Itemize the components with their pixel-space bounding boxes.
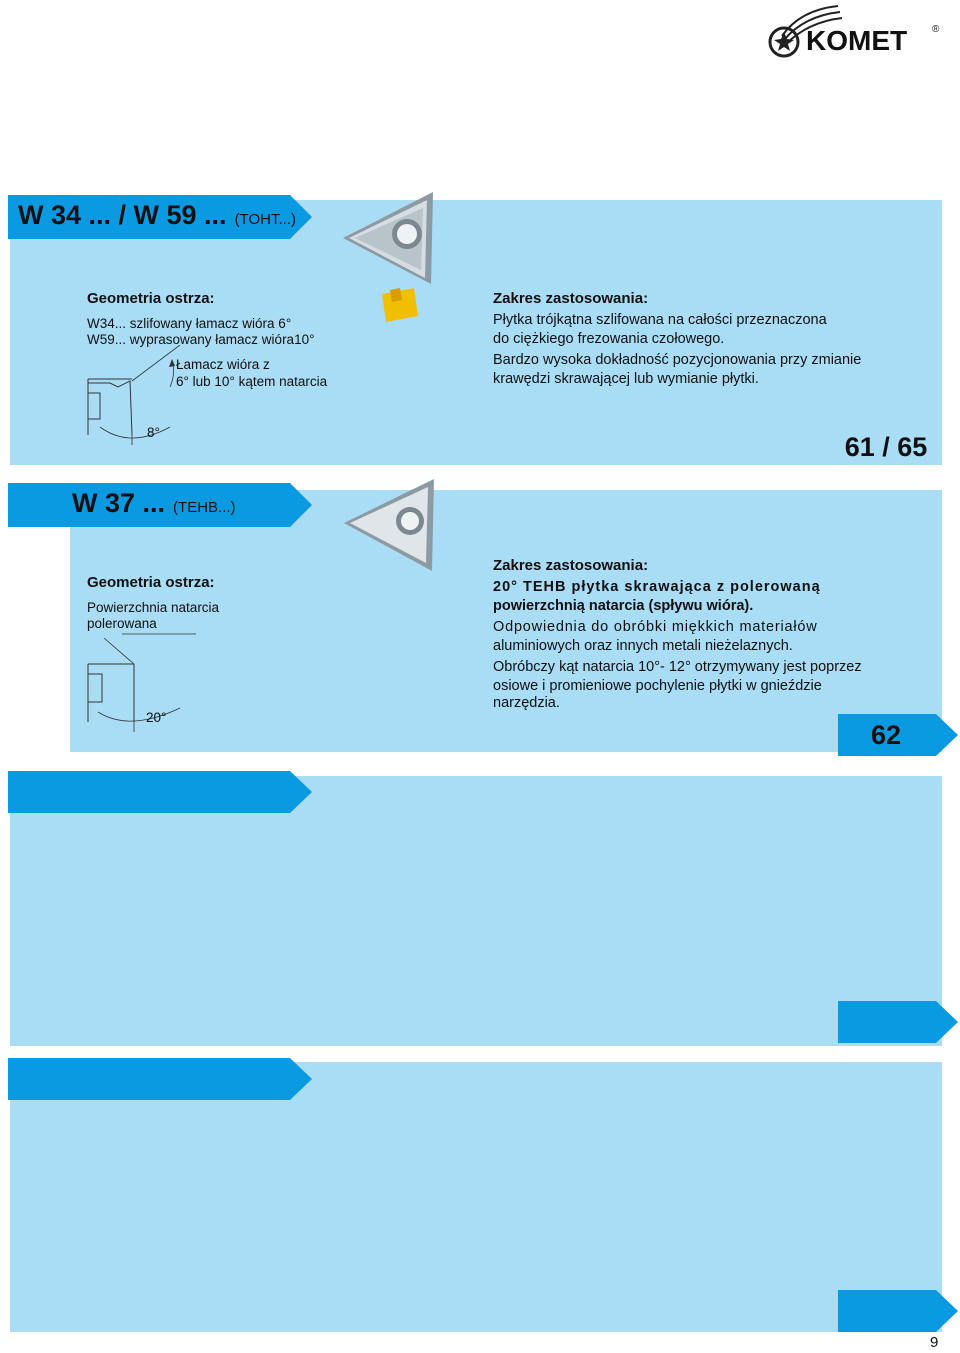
registered-mark: ®	[932, 24, 940, 35]
section2-application-line: aluminiowych oraz innych metali nieżelaznych.	[493, 638, 793, 654]
chip-breaker-detail-icon	[380, 286, 420, 324]
section2-application-line: 20° TEHB płytka skrawająca z polerowaną	[493, 579, 821, 595]
section2-geometry-line: polerowana	[87, 616, 157, 631]
section4-title-tab	[8, 1058, 312, 1100]
section4-page-ref-tab	[838, 1290, 958, 1332]
section2-angle-label: 20°	[146, 710, 167, 725]
section3-page-ref-tab	[838, 1001, 958, 1043]
triangular-insert-image	[335, 188, 445, 288]
section1-code: W 34 ... / W 59 ...	[18, 200, 227, 230]
section1-application-line: Płytka trójkątna szlifowana na całości przeznaczona	[493, 312, 827, 328]
page-number: 9	[930, 1334, 939, 1351]
section1-angle-label: 8°	[147, 425, 160, 440]
section2-geometry-diagram	[80, 632, 200, 732]
section1-sub: (TOHT...)	[234, 211, 296, 228]
section1-page-ref: 61 / 65	[844, 432, 928, 462]
section1-geometry-heading: Geometria ostrza:	[87, 290, 215, 307]
section1-geometry-line: W34... szlifowany łamacz wióra 6°	[87, 316, 292, 331]
section2-geometry-heading: Geometria ostrza:	[87, 574, 215, 591]
section2-application-line: powierzchnią natarcia (spływu wióra).	[493, 598, 754, 614]
section1-geometry-diagram	[80, 345, 200, 445]
section2-geometry-line: Powierzchnia natarcia	[87, 600, 220, 615]
section1-breaker-line: Łamacz wióra z	[176, 357, 270, 372]
section1-title	[18, 200, 296, 231]
section1-breaker-line: 6° lub 10° kątem natarcia	[176, 374, 328, 389]
section1-geometry-line: W59... wyprasowany łamacz wióra10°	[87, 332, 315, 347]
section2-sub: (TEHB...)	[173, 499, 236, 516]
section2-application-line: Obróbczy kąt natarcia 10°- 12° otrzymywany jest poprzez	[493, 659, 862, 675]
section2-application-line: osiowe i promieniowe pochylenie płytki w gnieździe	[493, 678, 822, 694]
section2-title	[72, 488, 236, 519]
triangular-insert-image	[338, 475, 448, 575]
section1-application-heading: Zakres zastosowania:	[493, 290, 649, 307]
section2-application-heading: Zakres zastosowania:	[493, 557, 649, 574]
section2-application-line: narzędzia.	[493, 695, 560, 711]
section1-application-line: do ciężkiego frezowania czołowego.	[493, 331, 725, 347]
section1-application-line: Bardzo wysoka dokładność pozycjonowania przy zmianie	[493, 352, 862, 368]
komet-logo	[760, 2, 950, 60]
section4-panel	[10, 1062, 942, 1332]
section1-application-line: krawędzi skrawającej lub wymianie płytki.	[493, 371, 759, 387]
section3-panel	[10, 776, 942, 1046]
section3-title-tab	[8, 771, 312, 813]
brand-name: KOMET	[806, 25, 908, 56]
section2-page-ref: 62	[870, 720, 902, 750]
section2-application-line: Odpowiednia do obróbki miękkich materiałów	[493, 619, 818, 635]
section2-code: W 37 ...	[72, 488, 166, 518]
